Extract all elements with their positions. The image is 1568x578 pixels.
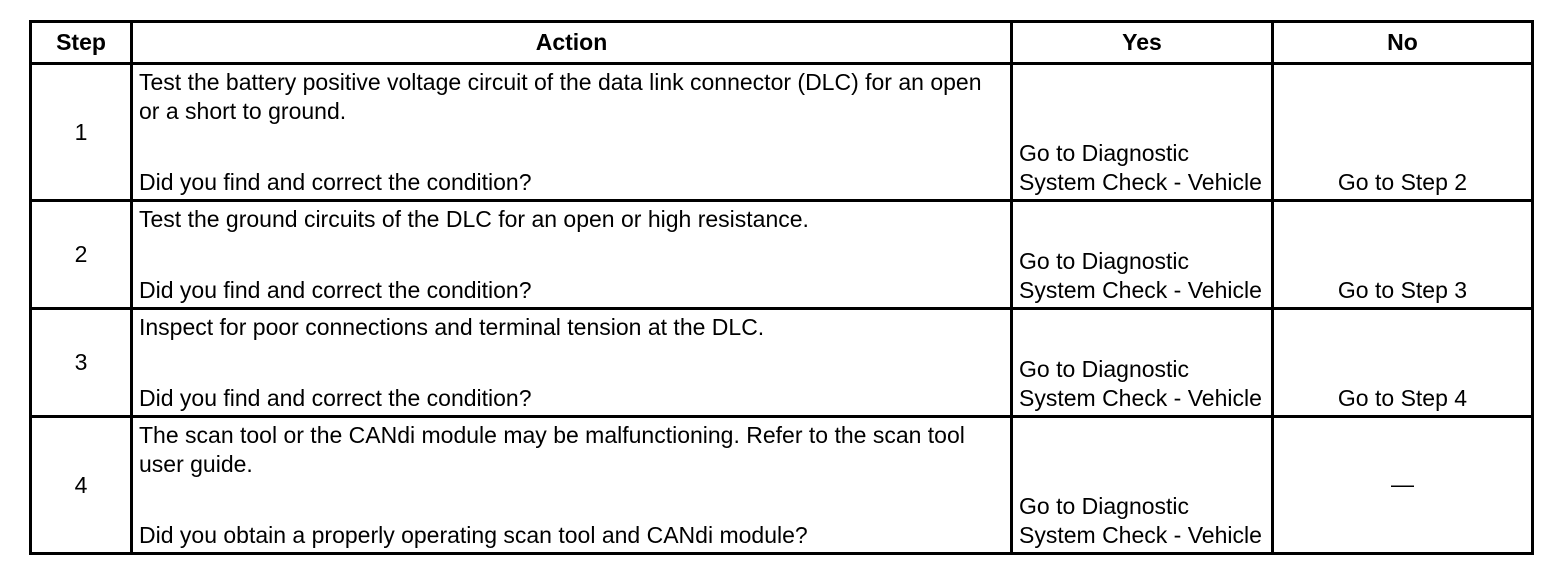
no-cell — [1273, 64, 1533, 201]
action-question: Did you find and correct the condition? — [139, 277, 532, 303]
table-row — [31, 417, 1533, 554]
action-procedure: Test the ground circuits of the DLC for an open or high resistance. — [139, 206, 809, 232]
yes-instruction: Go to Diagnostic System Check - Vehicle — [1019, 248, 1262, 303]
yes-cell — [1012, 201, 1273, 309]
diagnostic-table — [29, 20, 1534, 555]
yes-cell — [1012, 64, 1273, 201]
table-row — [31, 201, 1533, 309]
header-yes: Yes — [1012, 22, 1273, 64]
header-row — [31, 22, 1533, 64]
action-procedure: Inspect for poor connections and terminal tension at the DLC. — [139, 314, 765, 340]
yes-instruction: Go to Diagnostic System Check - Vehicle — [1019, 356, 1262, 411]
header-action: Action — [132, 22, 1012, 64]
table-row — [31, 309, 1533, 417]
yes-instruction: Go to Diagnostic System Check - Vehicle — [1019, 140, 1262, 195]
no-instruction: — — [1391, 470, 1414, 497]
action-cell — [132, 309, 1012, 417]
step-number: 3 — [31, 309, 132, 417]
action-procedure: The scan tool or the CANdi module may be malfunctioning. Refer to the scan tool user guide. — [139, 422, 965, 477]
header-no: No — [1273, 22, 1533, 64]
step-number: 2 — [31, 201, 132, 309]
no-instruction: Go to Step 4 — [1337, 385, 1468, 411]
yes-instruction: Go to Diagnostic System Check - Vehicle — [1019, 493, 1262, 548]
action-cell — [132, 201, 1012, 309]
action-cell — [132, 417, 1012, 554]
no-instruction: Go to Step 3 — [1337, 277, 1468, 303]
yes-cell — [1012, 309, 1273, 417]
step-number: 1 — [31, 64, 132, 201]
action-cell — [132, 64, 1012, 201]
action-question: Did you find and correct the condition? — [139, 169, 532, 195]
no-cell — [1273, 309, 1533, 417]
action-question: Did you obtain a properly operating scan tool and CANdi module? — [139, 522, 808, 548]
no-cell — [1273, 417, 1533, 554]
no-instruction: Go to Step 2 — [1337, 169, 1468, 195]
step-number: 4 — [31, 417, 132, 554]
action-procedure: Test the battery positive voltage circuit of the data link connector (DLC) for an open or a short to ground. — [139, 69, 982, 124]
no-cell — [1273, 201, 1533, 309]
table-row — [31, 64, 1533, 201]
yes-cell — [1012, 417, 1273, 554]
header-step: Step — [31, 22, 132, 64]
action-question: Did you find and correct the condition? — [139, 385, 532, 411]
